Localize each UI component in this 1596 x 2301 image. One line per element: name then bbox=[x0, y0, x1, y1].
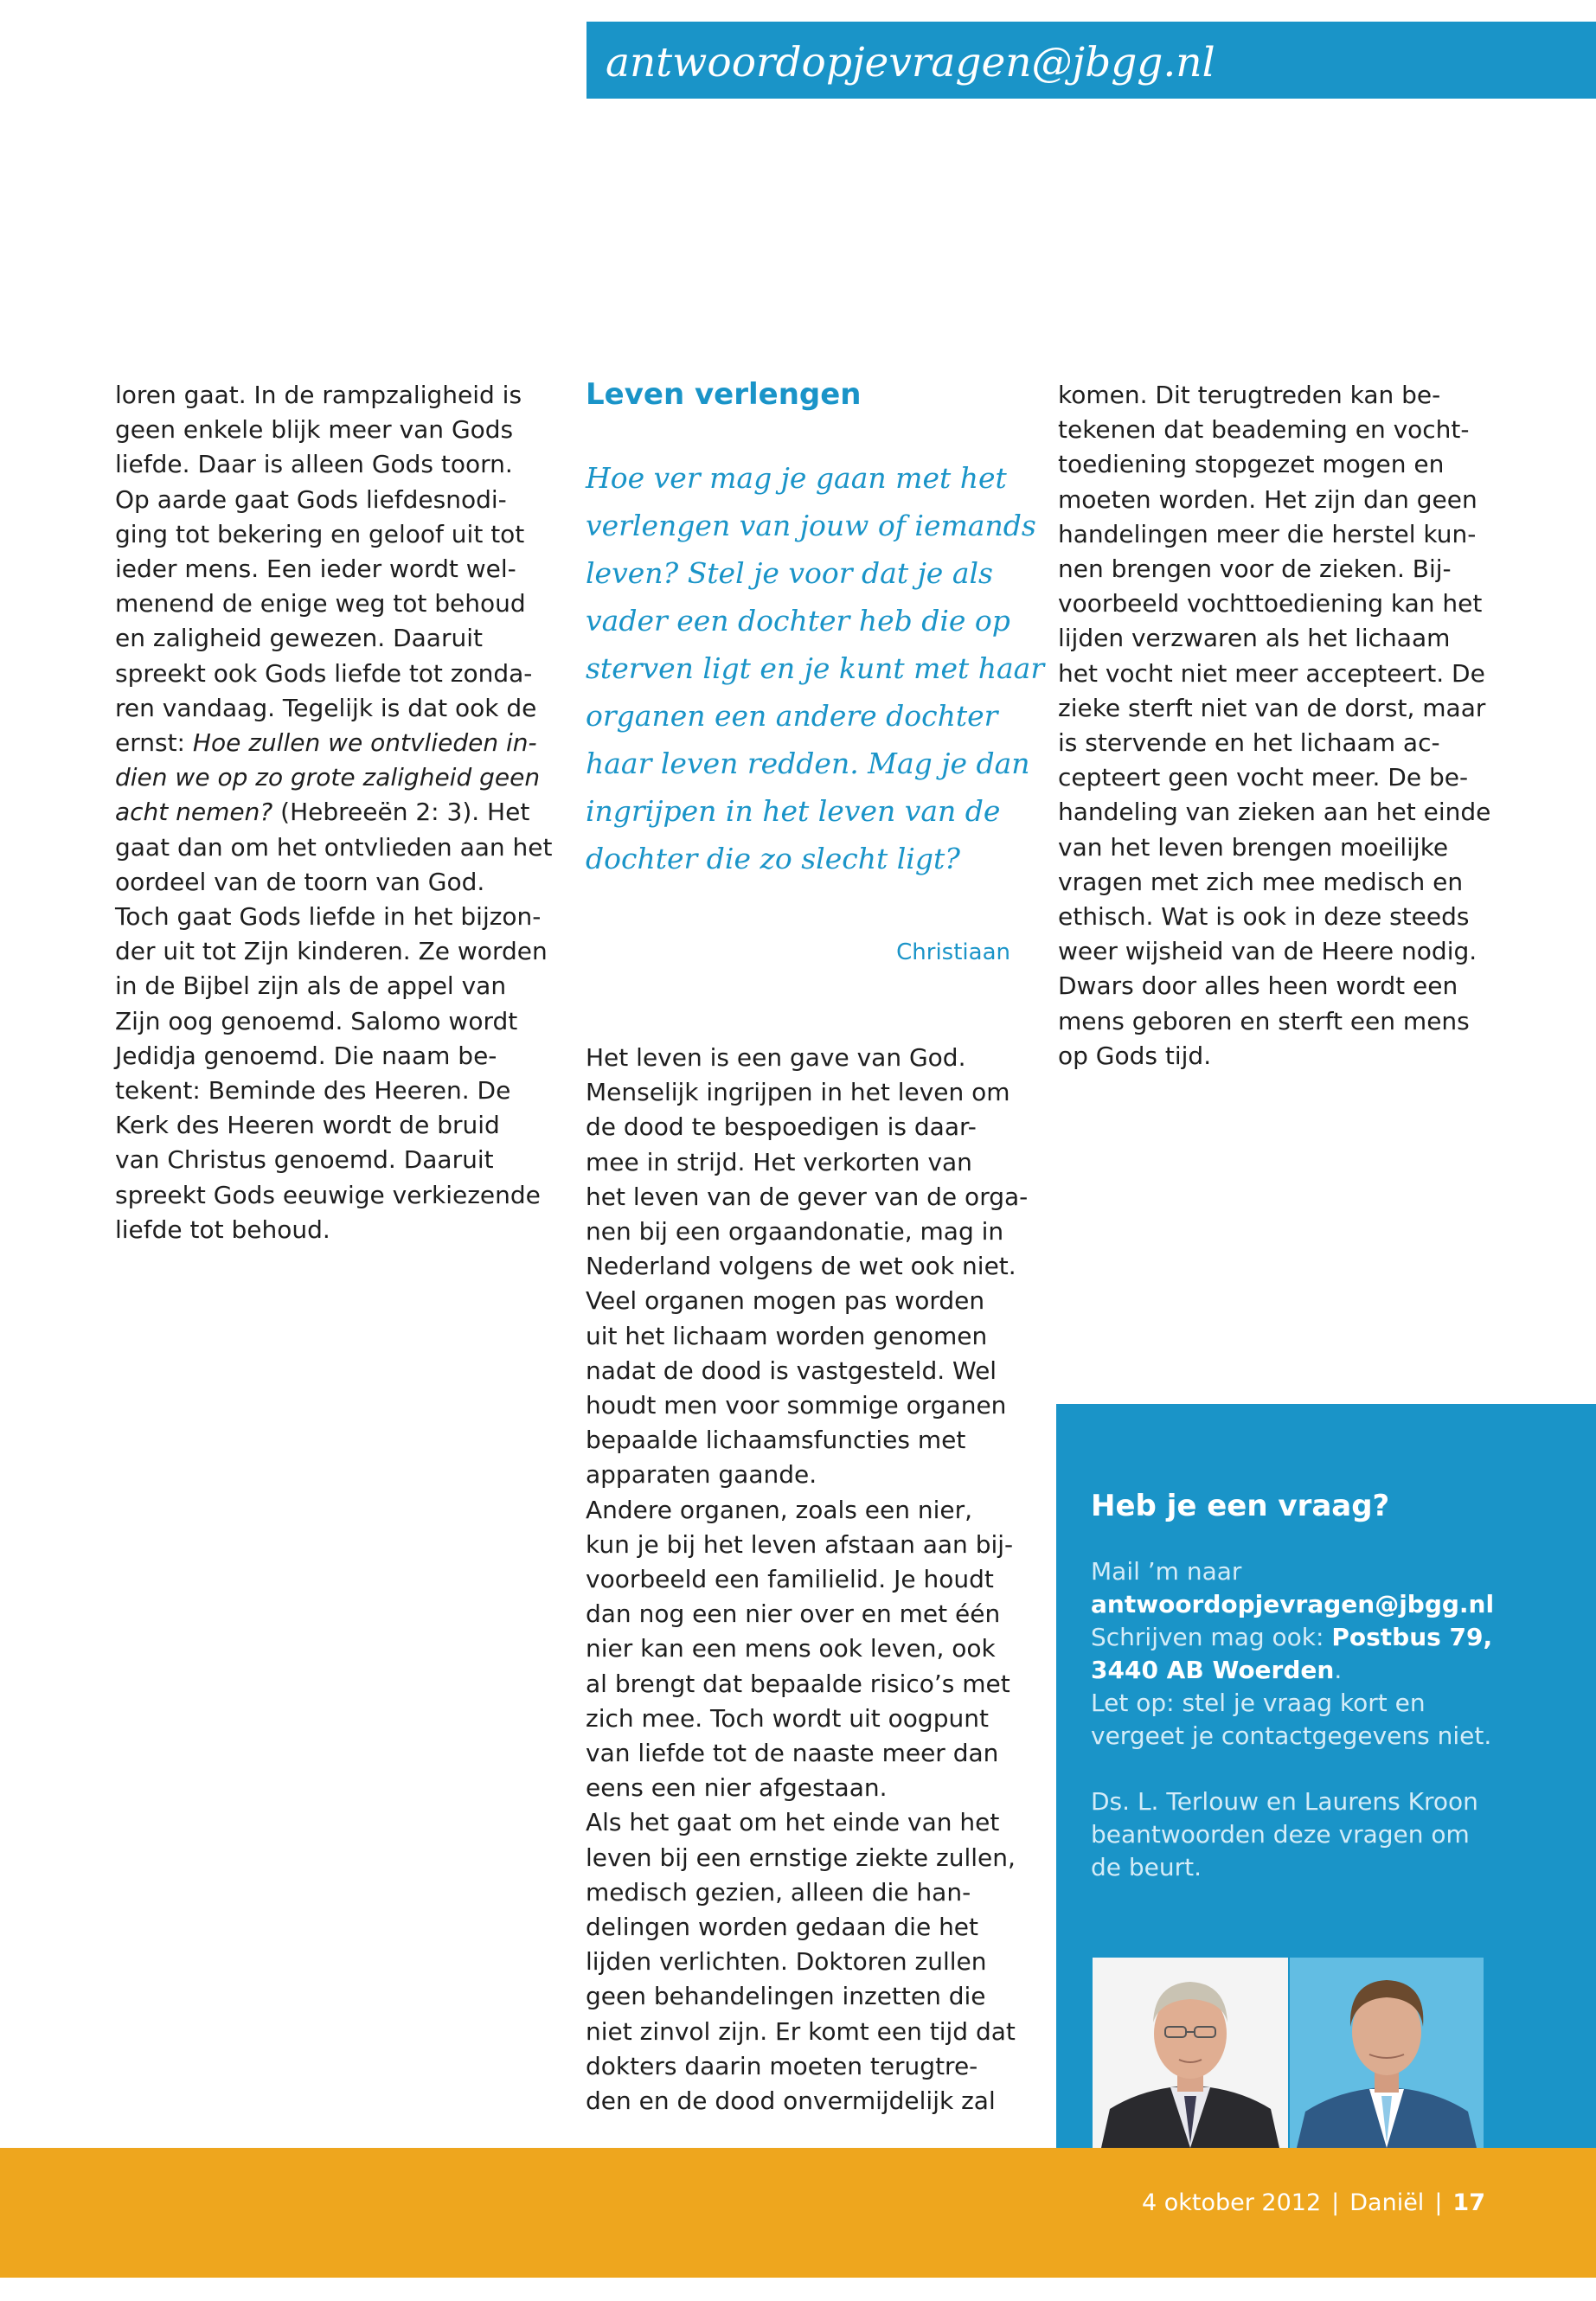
col1-line: loren gaat. In de rampzaligheid is bbox=[115, 381, 522, 409]
col2-line: mee in strijd. Het verkorten van bbox=[586, 1147, 972, 1176]
col1-line: gaat dan om het ontvlieden aan het bbox=[115, 832, 553, 862]
col2-line: bepaalde lichaamsfuncties met bbox=[586, 1426, 966, 1455]
col1-line: in de Bijbel zijn als de appel van bbox=[115, 971, 507, 1001]
question-line: vader een dochter heb die op bbox=[586, 604, 1010, 638]
col2-line: nadat de dood is vastgesteld. Wel bbox=[586, 1356, 997, 1385]
col2-line: eens een nier afgestaan. bbox=[586, 1773, 888, 1803]
col2-line: de dood te bespoedigen is daar- bbox=[586, 1112, 977, 1142]
question-line: dochter die zo slecht ligt? bbox=[586, 842, 960, 875]
portrait-photo-kroon bbox=[1290, 1958, 1484, 2148]
col1-line: en zaligheid gewezen. Daaruit bbox=[115, 624, 483, 653]
col1-line: spreekt Gods eeuwige verkiezende bbox=[115, 1180, 541, 1209]
bible-quote: dien we op zo grote zaligheid geen bbox=[115, 763, 541, 792]
col1-line: Toch gaat Gods liefde in het bijzon- bbox=[115, 902, 542, 932]
col2-line: het leven van de gever van de orga- bbox=[586, 1182, 1029, 1211]
col1-line: ieder mens. Een ieder wordt wel- bbox=[115, 554, 516, 584]
col1-line: oordeel van de toorn van God. bbox=[115, 867, 485, 896]
address: 3440 AB Woerden bbox=[1091, 1656, 1335, 1684]
section-heading: Leven verlengen bbox=[586, 377, 862, 412]
mail-intro: Mail ’m naar bbox=[1091, 1557, 1242, 1586]
footer-separator: | bbox=[1331, 2189, 1340, 2216]
question-signature: Christiaan bbox=[896, 939, 1010, 965]
question-line: organen een andere dochter bbox=[586, 699, 998, 733]
col3-line: is stervende en het lichaam ac- bbox=[1058, 728, 1440, 758]
question-line: ingrijpen in het leven van de bbox=[586, 794, 1001, 828]
col2-line: al brengt dat bepaalde risico’s met bbox=[586, 1669, 1010, 1698]
col1-line: liefde. Daar is alleen Gods toorn. bbox=[115, 450, 513, 479]
col1-line: Jedidja genoemd. Die naam be- bbox=[115, 1041, 497, 1070]
col3-line: cepteert geen vocht meer. De be- bbox=[1058, 763, 1469, 792]
col3-line: zieke sterft niet van de dorst, maar bbox=[1058, 693, 1486, 722]
credit-line: de beurt. bbox=[1091, 1853, 1202, 1881]
col2-line: Andere organen, zoals een nier, bbox=[586, 1495, 973, 1524]
info-box-title: Heb je een vraag? bbox=[1091, 1489, 1390, 1523]
footer-separator: | bbox=[1434, 2189, 1443, 2216]
question-line: haar leven redden. Mag je dan bbox=[586, 747, 1030, 780]
col2-line: uit het lichaam worden genomen bbox=[586, 1321, 988, 1350]
col1-line: tekent: Beminde des Heeren. De bbox=[115, 1076, 511, 1106]
col1-line: ren vandaag. Tegelijk is dat ook de bbox=[115, 693, 537, 722]
col2-line: dan nog een nier over en met één bbox=[586, 1599, 1001, 1629]
col2-line: nen bij een orgaandonatie, mag in bbox=[586, 1217, 1004, 1247]
col3-line: Dwars door alles heen wordt een bbox=[1058, 971, 1458, 1001]
col2-line: niet zinvol zijn. Er komt een tijd dat bbox=[586, 2016, 1016, 2046]
question-line: leven? Stel je voor dat je als bbox=[586, 556, 993, 590]
postbus: Postbus 79, bbox=[1331, 1623, 1493, 1651]
col1-line: ging tot bekering en geloof uit tot bbox=[115, 519, 525, 548]
col3-line: voorbeeld vochttoediening kan het bbox=[1058, 589, 1483, 619]
col1-line: geen enkele blijk meer van Gods bbox=[115, 415, 514, 445]
portrait-photo-terlouw bbox=[1093, 1958, 1288, 2148]
col1-line: van Christus genoemd. Daaruit bbox=[115, 1145, 494, 1175]
col2-line: nier kan een mens ook leven, ook bbox=[586, 1634, 996, 1663]
col3-line: vragen met zich mee medisch en bbox=[1058, 867, 1464, 896]
col1-line: Op aarde gaat Gods liefdesnodi- bbox=[115, 484, 507, 514]
address-end: . bbox=[1334, 1656, 1343, 1684]
col3-line: het vocht niet meer accepteert. De bbox=[1058, 658, 1485, 688]
write-intro: Schrijven mag ook: bbox=[1091, 1623, 1332, 1651]
col3-line: weer wijsheid van de Heere nodig. bbox=[1058, 937, 1477, 966]
col3-line: ethisch. Wat is ook in deze steeds bbox=[1058, 902, 1470, 932]
col2-line: voorbeeld een familielid. Je houdt bbox=[586, 1565, 994, 1594]
info-email-link[interactable]: antwoordopjevragen@jbgg.nl bbox=[1091, 1590, 1495, 1618]
col2-line: Nederland volgens de wet ook niet. bbox=[586, 1252, 1016, 1281]
col2-line: kun je bij het leven afstaan aan bij- bbox=[586, 1529, 1014, 1559]
bible-quote: Hoe zullen we ontvlieden in- bbox=[192, 728, 537, 758]
header-bar bbox=[586, 22, 1596, 99]
column-1 bbox=[115, 378, 552, 1247]
col3-line: moeten worden. Het zijn dan geen bbox=[1058, 484, 1477, 514]
col1-line: menend de enige weg tot behoud bbox=[115, 589, 526, 619]
col2-line: Als het gaat om het einde van het bbox=[586, 1808, 1000, 1837]
col2-line: Het leven is een gave van God. bbox=[586, 1043, 966, 1072]
col1-line: liefde tot behoud. bbox=[115, 1215, 330, 1244]
spacer bbox=[1091, 1753, 1494, 1785]
col1-text: ernst: bbox=[115, 728, 193, 758]
credit-line: Ds. L. Terlouw en Laurens Kroon bbox=[1091, 1787, 1478, 1816]
footer-text bbox=[1142, 2189, 1485, 2216]
reader-question bbox=[586, 454, 1044, 882]
col3-line: nen brengen voor de zieken. Bij- bbox=[1058, 554, 1452, 584]
bible-quote: acht nemen? bbox=[115, 798, 273, 827]
issue-date: 4 oktober 2012 bbox=[1141, 2189, 1322, 2216]
page-number: 17 bbox=[1452, 2189, 1485, 2216]
col2-line: leven bij een ernstige ziekte zullen, bbox=[586, 1843, 1016, 1872]
column-2 bbox=[586, 1041, 1028, 2118]
question-line: sterven ligt en je kunt met haar bbox=[586, 651, 1045, 685]
col2-line: geen behandelingen inzetten die bbox=[586, 1982, 986, 2011]
question-line: Hoe ver mag je gaan met het bbox=[586, 461, 1007, 495]
col3-line: handeling van zieken aan het einde bbox=[1058, 798, 1491, 827]
question-line: verlengen van jouw of iemands bbox=[586, 509, 1036, 542]
col1-line: Zijn oog genoemd. Salomo wordt bbox=[115, 1006, 518, 1035]
note-line: Let op: stel je vraag kort en bbox=[1091, 1689, 1426, 1717]
col3-line: handelingen meer die herstel kun- bbox=[1058, 519, 1477, 548]
bible-reference: (Hebreeën 2: 3). Het bbox=[272, 798, 530, 827]
col3-line: op Gods tijd. bbox=[1058, 1041, 1212, 1070]
info-box-text bbox=[1091, 1555, 1494, 1884]
footer-bar bbox=[0, 2148, 1596, 2278]
col1-line: Kerk des Heeren wordt de bruid bbox=[115, 1111, 500, 1140]
col1-line: der uit tot Zijn kinderen. Ze worden bbox=[115, 937, 548, 966]
col2-line: Menselijk ingrijpen in het leven om bbox=[586, 1078, 1010, 1107]
col2-line: houdt men voor sommige organen bbox=[586, 1391, 1007, 1420]
col3-line: lijden verzwaren als het lichaam bbox=[1058, 624, 1451, 653]
col2-line: medisch gezien, alleen die han- bbox=[586, 1877, 971, 1907]
col3-line: van het leven brengen moeilijke bbox=[1058, 832, 1449, 862]
publication-name: Daniël bbox=[1349, 2189, 1425, 2216]
col1-line: spreekt ook Gods liefde tot zonda- bbox=[115, 658, 533, 688]
col2-line: zich mee. Toch wordt uit oogpunt bbox=[586, 1703, 989, 1733]
credit-line: beantwoorden deze vragen om bbox=[1091, 1820, 1470, 1849]
column-3 bbox=[1058, 378, 1490, 1074]
col2-line: delingen worden gedaan die het bbox=[586, 1913, 979, 1942]
col1-line bbox=[115, 726, 552, 760]
col2-line: dokters daarin moeten terugtre- bbox=[586, 2051, 978, 2080]
col1-line bbox=[115, 760, 552, 795]
col3-line: mens geboren en sterft een mens bbox=[1058, 1006, 1470, 1035]
col1-line bbox=[115, 795, 552, 830]
col2-line: den en de dood onvermijdelijk zal bbox=[586, 2086, 996, 2116]
col3-line: komen. Dit terugtreden kan be- bbox=[1058, 381, 1441, 409]
header-email: antwoordopjevragen@jbgg.nl bbox=[606, 39, 1215, 87]
note-line: vergeet je contactgegevens niet. bbox=[1091, 1721, 1492, 1750]
col3-line: tekenen dat beademing en vocht- bbox=[1058, 415, 1470, 445]
col2-line: Veel organen mogen pas worden bbox=[586, 1286, 985, 1316]
col3-line: toediening stopgezet mogen en bbox=[1058, 450, 1445, 479]
question-info-box bbox=[1056, 1404, 1596, 2148]
col2-line: van liefde tot de naaste meer dan bbox=[586, 1739, 999, 1768]
col2-line: apparaten gaande. bbox=[586, 1460, 817, 1490]
col2-line: lijden verlichten. Doktoren zullen bbox=[586, 1947, 987, 1977]
